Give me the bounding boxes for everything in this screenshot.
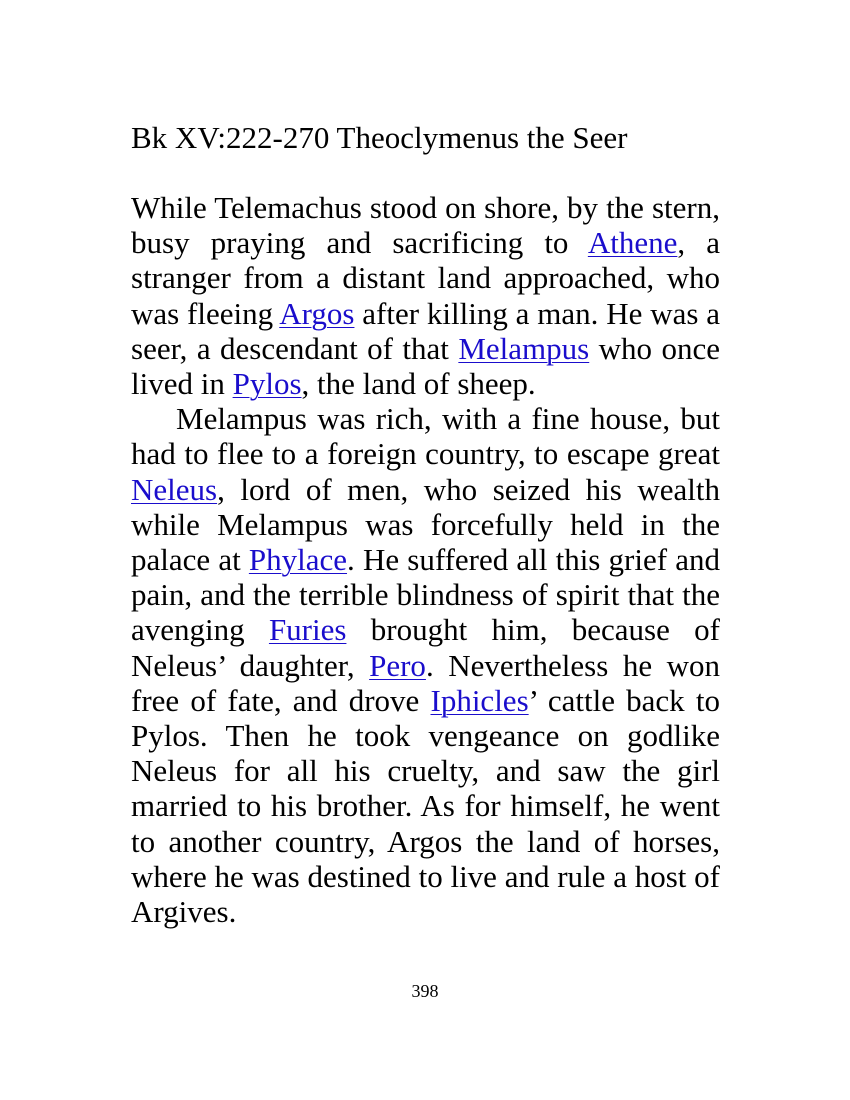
page-number: 398: [411, 981, 439, 1001]
paragraph-text: While Telemachus stood on shore, by the stern, busy praying and sacrificing to: [131, 190, 720, 261]
paragraph-text: brought him, because of Neleus’ daughter,: [131, 612, 720, 683]
paragraph-text: after killing a man. He was a seer, a descendant of that: [131, 295, 720, 366]
link-iphicles[interactable]: Iphicles: [430, 682, 529, 718]
link-pero[interactable]: Pero: [369, 647, 426, 683]
paragraph-text: who once lived in: [131, 330, 721, 402]
link-furies[interactable]: Furies: [268, 612, 347, 648]
paragraph-text: Melampus was rich, with a fine house, but had to flee to a foreign country, to escape great: [131, 401, 720, 472]
paragraph-text: . He suffered all this grief and pain, and the terrible blindness of spirit that the avenging: [131, 542, 720, 648]
paragraph-text: ’ cattle back to Pylos. Then he took vengeance on godlike Neleus for all his cruelty, and saw the girl married to his brother. As for himself, he went to another country, Argos the land of horses, where he was destined to live and rule a host of Argives.: [131, 682, 720, 930]
body-text: [131, 190, 720, 929]
paragraph-text: , the land of sheep.: [301, 366, 536, 402]
link-phylace[interactable]: Phylace: [248, 542, 348, 578]
link-melampus[interactable]: Melampus: [458, 330, 590, 366]
paragraph-text: . Nevertheless he won free of fate, and drove: [131, 647, 720, 718]
paragraph-2: [131, 401, 720, 929]
paragraph-text: , a stranger from a distant land approached, who was fleeing: [131, 225, 721, 331]
link-athene[interactable]: Athene: [587, 225, 678, 261]
paragraph-text: , lord of men, who seized his wealth while Melampus was forcefully held in the palace at: [131, 471, 720, 578]
section-heading: Bk XV:222-270 Theoclymenus the Seer: [131, 120, 628, 155]
paragraph-1: [131, 190, 720, 401]
link-pylos[interactable]: Pylos: [232, 366, 302, 402]
link-neleus[interactable]: Neleus: [131, 471, 218, 507]
link-argos[interactable]: Argos: [279, 295, 355, 331]
